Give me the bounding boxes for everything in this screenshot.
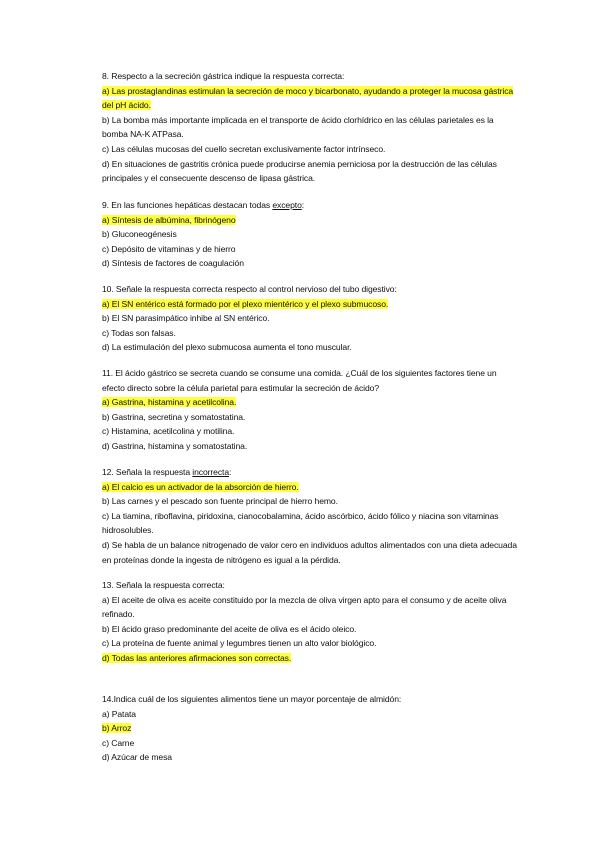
question-13-option-c: c) La proteína de fuente animal y legumbres tienen un alto valor biológico. — [102, 638, 377, 649]
question-11-option-d: d) Gastrina, histamina y somatostatina. — [102, 440, 248, 451]
question-10-option-d: d) La estimulación del plexo submucosa aumenta el tono muscular. — [102, 342, 352, 353]
question-9-stem — [102, 198, 520, 213]
question-8-option-a-text: a) Las prostaglandinas estimulan la secreción de moco y bicarbonato, ayudando a proteger la mucosa gástrica del pH ácido. — [102, 85, 514, 111]
question-14-option-c: c) Carne — [102, 737, 135, 748]
question-12-stem-colon: : — [229, 467, 232, 477]
question-13-stem: 13. Señala la respuesta correcta: — [102, 580, 225, 590]
question-10-option-b: b) El SN parasimpático inhibe al SN entérico. — [102, 313, 270, 324]
question-14-stem: 14.Indica cuál de los siguientes alimentos tiene un mayor porcentaje de almidón: — [102, 694, 402, 704]
question-13-option-d — [102, 651, 520, 666]
question-10-option-a — [102, 297, 520, 312]
question-14-option-d: d) Azúcar de mesa — [102, 752, 172, 763]
question-14-option-b — [102, 721, 520, 736]
question-14 — [102, 692, 520, 765]
question-14-option-b-text: b) Arroz — [102, 723, 132, 734]
question-9-stem-underlined: excepto — [272, 200, 302, 210]
question-14-option-a: a) Patata — [102, 708, 136, 719]
question-13-option-a: a) El aceite de oliva es aceite constituido por la mezcla de oliva virgen apto para el consumo y de aceite oliva refinado. — [102, 594, 507, 620]
question-8-option-a — [102, 84, 520, 113]
question-10-option-c: c) Todas son falsas. — [102, 327, 176, 338]
question-12-option-c: c) La tiamina, riboflavina, piridoxina, cianocobalamina, ácido ascórbico, ácido fólico y niacina son vitaminas hidrosolubles. — [102, 510, 499, 536]
question-12-option-d: d) Se habla de un balance nitrogenado de valor cero en individuos adultos alimentados con una dieta adecuada en proteínas donde la ingesta de nitrógeno es igual a la pérdida. — [102, 539, 517, 565]
question-9-option-d: d) Síntesis de factores de coagulación — [102, 258, 244, 269]
question-9-option-a-text: a) Síntesis de albúmina, fibrinógeno — [102, 214, 236, 225]
question-12-stem — [102, 465, 520, 480]
question-12-stem-underlined: incorrecta — [192, 467, 230, 477]
question-12 — [102, 465, 520, 567]
question-12-option-a — [102, 480, 520, 495]
question-10 — [102, 282, 520, 355]
question-8-stem: 8. Respecto a la secreción gástrica indique la respuesta correcta: — [102, 71, 345, 81]
question-9-stem-text: 9. En las funciones hepáticas destacan todas — [102, 200, 273, 210]
question-11-option-c: c) Histamina, acetilcolina y motilina. — [102, 426, 235, 437]
question-9-stem-colon: : — [301, 200, 305, 210]
question-11-option-b: b) Gastrina, secretina y somatostatina. — [102, 411, 246, 422]
question-10-option-a-text: a) El SN entérico está formado por el plexo mientérico y el plexo submucoso. — [102, 298, 389, 309]
question-8-option-b: b) La bomba más importante implicada en el transporte de ácido clorhídrico en las células parietales es la bomba NA-K ATPasa. — [102, 114, 494, 140]
question-9-option-b: b) Gluconeogénesis — [102, 229, 177, 240]
question-12-option-b: b) Las carnes y el pescado son fuente principal de hierro hemo. — [102, 496, 338, 507]
question-13-option-d-text: d) Todas las anteriores afirmaciones son correctas. — [102, 652, 292, 663]
question-11-option-a — [102, 395, 520, 410]
question-8-option-c: c) Las células mucosas del cuello secretan exclusivamente factor intrínseco. — [102, 143, 386, 154]
question-11 — [102, 366, 520, 454]
question-9-option-a — [102, 213, 520, 228]
question-10-stem: 10. Señale la respuesta correcta respecto al control nervioso del tubo digestivo: — [102, 284, 397, 294]
question-13 — [102, 578, 520, 666]
question-8 — [102, 69, 520, 186]
question-9-option-c: c) Depósito de vitaminas y de hierro — [102, 243, 236, 254]
question-12-option-a-text: a) El calcio es un activador de la absorción de hierro. — [102, 481, 299, 492]
question-9 — [102, 198, 520, 271]
question-11-stem: 11. El ácido gástrico se secreta cuando se consume una comida. ¿Cuál de los siguientes factores tiene un efecto directo sobre la célula parietal para estimular la secreción de ácido? — [102, 368, 497, 393]
question-11-option-a-text: a) Gastrina, histamina y acetilcolina. — [102, 397, 237, 408]
question-8-option-d: d) En situaciones de gastritis crónica puede producirse anemia perniciosa por la destrucción de las células principales y el consecuente descenso de lipasa gástrica. — [102, 158, 497, 184]
question-12-stem-text: 12. Señala la respuesta — [102, 467, 193, 477]
question-13-option-b: b) El ácido graso predominante del aceite de oliva es el ácido oleico. — [102, 623, 357, 634]
